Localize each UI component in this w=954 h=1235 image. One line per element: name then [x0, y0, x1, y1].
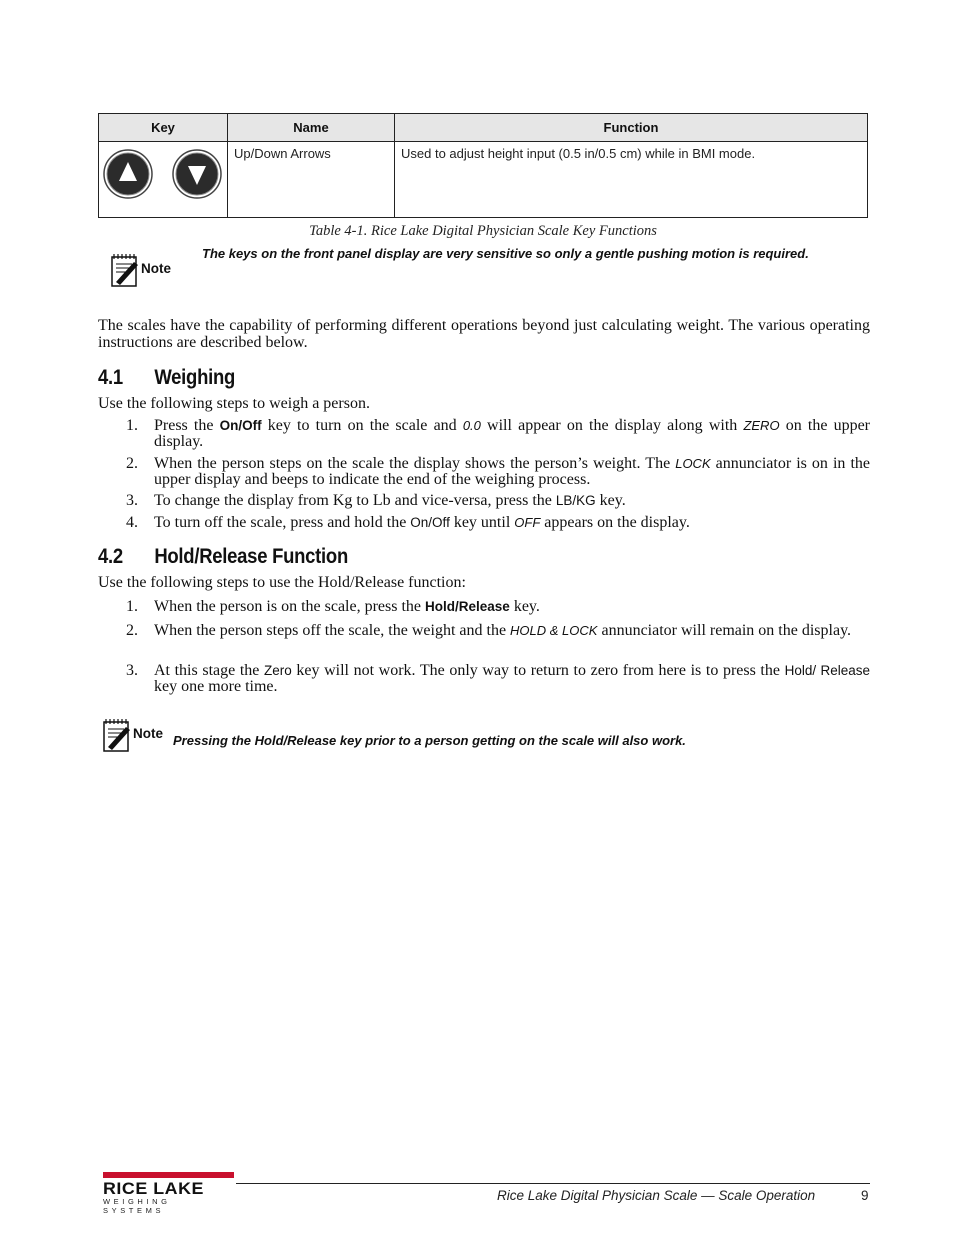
list-item: [98, 456, 870, 488]
table-header-row: [99, 114, 868, 142]
logo-subtitle: WEIGHING SYSTEMS: [103, 1197, 171, 1215]
table-caption: Table 4-1. Rice Lake Digital Physician Scale Key Functions: [309, 223, 657, 239]
list-item: [98, 599, 870, 615]
header-name: Name: [228, 114, 395, 142]
step-number: 2.: [126, 455, 138, 472]
list-item: [98, 663, 870, 695]
key-cell: [99, 142, 228, 218]
down-arrow-icon: [172, 149, 222, 199]
section-heading-weighing: [98, 366, 235, 390]
step-text: When the person steps off the scale, the weight and the HOLD & LOCK annunciator will remain on the display.: [154, 622, 852, 639]
note-icon: [110, 252, 142, 288]
logo-bar: [103, 1172, 234, 1178]
step-text: Press the On/Off key to turn on the scale and 0.0 will appear on the display along with ZERO on the upper display.: [154, 417, 871, 450]
footer-title: Rice Lake Digital Physician Scale — Scale Operation: [497, 1188, 816, 1203]
step-number: 1.: [126, 417, 138, 434]
up-arrow-icon: [103, 149, 153, 199]
step-text: At this stage the Zero key will not work. The only way to return to zero from here is to press the Hold/ Release key one more time.: [154, 662, 871, 695]
section-title: Weighing: [154, 366, 236, 389]
section-heading-hold-release: [98, 545, 348, 569]
list-item: [98, 418, 870, 450]
function-cell: Used to adjust height input (0.5 in/0.5 cm) while in BMI mode.: [395, 142, 868, 218]
table-row: [99, 142, 868, 218]
note-text: Pressing the Hold/Release key prior to a person getting on the scale will also work.: [173, 733, 686, 748]
section-number: 4.2: [98, 545, 123, 568]
section-title: Hold/Release Function: [154, 545, 348, 568]
section-lead: Use the following steps to weigh a person.: [98, 395, 370, 412]
step-number: 2.: [126, 622, 138, 639]
step-number: 3.: [126, 492, 138, 509]
step-text: When the person is on the scale, press the Hold/Release key.: [154, 598, 540, 615]
step-number: 3.: [126, 662, 138, 679]
note-icon: [102, 717, 134, 753]
footer-rule: [236, 1183, 870, 1184]
rice-lake-logo: [103, 1172, 236, 1215]
logo-name: RICE LAKE: [103, 1179, 204, 1198]
name-cell: Up/Down Arrows: [228, 142, 395, 218]
note-label: Note: [141, 261, 171, 276]
step-text: To change the display from Kg to Lb and vice-versa, press the LB/KG key.: [154, 492, 626, 509]
step-number: 1.: [126, 598, 138, 615]
list-item: [98, 623, 870, 639]
section-lead: Use the following steps to use the Hold/Release function:: [98, 574, 466, 591]
key-functions-table: [98, 113, 868, 218]
header-key: Key: [99, 114, 228, 142]
note-label: Note: [133, 726, 163, 741]
intro-paragraph: The scales have the capability of performing different operations beyond just calculating weight. The various operating instructions are described below.: [98, 317, 870, 351]
list-item: [98, 493, 870, 509]
list-item: [98, 515, 870, 531]
header-function: Function: [395, 114, 868, 142]
note-text: The keys on the front panel display are very sensitive so only a gentle pushing motion is required.: [202, 246, 809, 261]
step-text: When the person steps on the scale the display shows the person’s weight. The LOCK annunciator is on in the upper display and beeps to indicate the end of the weighing process.: [154, 455, 870, 488]
step-text: To turn off the scale, press and hold the On/Off key until OFF appears on the display.: [154, 514, 690, 531]
step-number: 4.: [126, 514, 138, 531]
section-number: 4.1: [98, 366, 123, 389]
page-number: 9: [861, 1188, 869, 1203]
